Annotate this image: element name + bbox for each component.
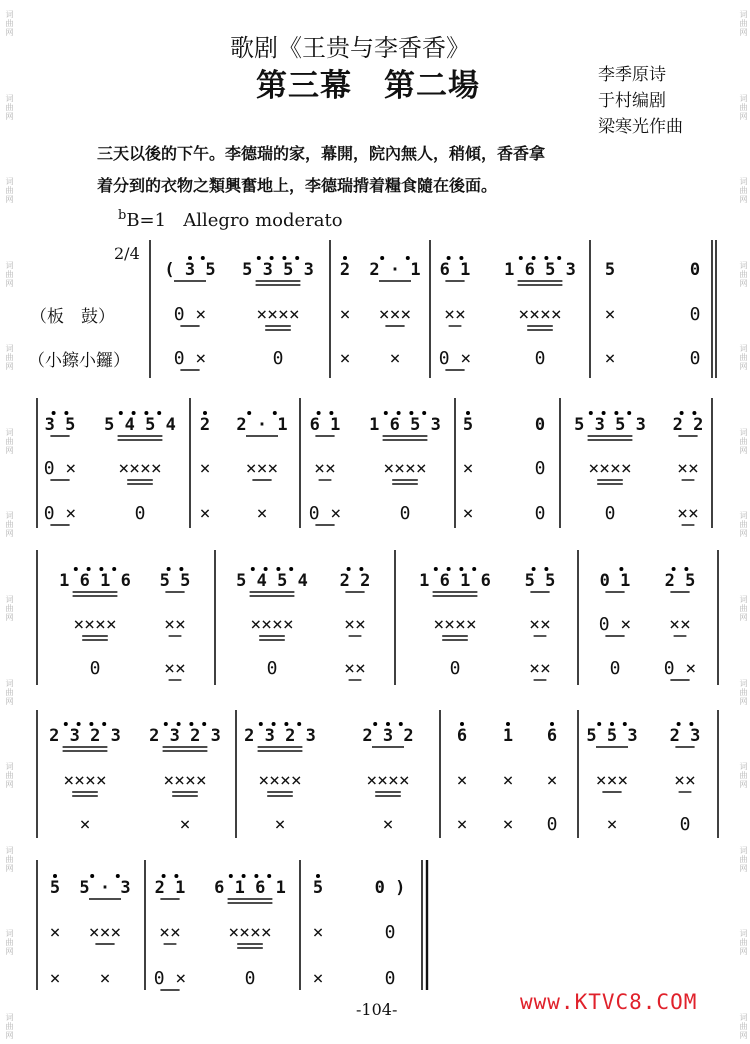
- melody-note-group: 5 · 3: [79, 878, 131, 898]
- melody-note-group: 2 3 2: [362, 726, 414, 746]
- melody-note-group: 0 1: [599, 571, 631, 591]
- octave-dot: [87, 567, 91, 571]
- key-signature: B=1: [126, 210, 167, 231]
- octave-dot: [557, 256, 561, 260]
- side-watermark: 词曲网: [739, 1012, 748, 1040]
- gong-pattern: ×: [312, 968, 324, 989]
- melody-note-group: 2 3 2 3: [244, 726, 316, 746]
- gong-pattern: 0 ×: [173, 348, 207, 369]
- side-watermark: 词曲网: [5, 10, 14, 37]
- drum-pattern: ××××: [383, 458, 427, 479]
- gong-pattern: 0 ×: [308, 503, 342, 524]
- side-watermark: 词曲网: [5, 511, 14, 539]
- side-watermark: 词曲网: [739, 678, 748, 706]
- melody-note-group: 5 5 3: [586, 726, 638, 746]
- drum-pattern: ×: [502, 770, 514, 791]
- drum-pattern: ××××: [118, 458, 162, 479]
- melody-note-group: 2 3: [669, 726, 701, 746]
- melody-note-group: 2 2: [672, 415, 704, 435]
- octave-dot: [284, 722, 288, 726]
- gong-pattern: 0: [689, 348, 701, 369]
- octave-dot: [251, 567, 255, 571]
- act-scene-heading: 第三幕 第二場: [256, 68, 480, 104]
- octave-dot: [254, 874, 258, 878]
- stage-direction-line: 着分到的衣物之類興奮地上，李德瑞揹着糧食隨在後面。: [97, 176, 498, 195]
- drum-pattern: ×: [339, 304, 351, 325]
- drum-pattern: ××: [669, 614, 691, 635]
- drum-pattern: ××: [344, 614, 366, 635]
- octave-dot: [229, 874, 233, 878]
- octave-dot: [466, 411, 470, 415]
- octave-dot: [164, 722, 168, 726]
- drum-pattern: ××××: [73, 614, 117, 635]
- drum-pattern: ××: [529, 614, 551, 635]
- melody-note-group: 1: [502, 726, 514, 746]
- octave-dot: [343, 256, 347, 260]
- gong-pattern: ××: [677, 503, 699, 524]
- side-watermark: 词曲网: [739, 427, 748, 455]
- octave-dot: [397, 411, 401, 415]
- octave-dot: [597, 722, 601, 726]
- drum-pattern: ××: [677, 458, 699, 479]
- octave-dot: [203, 411, 207, 415]
- octave-dot: [119, 411, 123, 415]
- melody-note-group: 2: [339, 260, 351, 280]
- octave-dot: [672, 567, 676, 571]
- gong-pattern: 0 ×: [43, 503, 77, 524]
- octave-dot: [242, 874, 246, 878]
- melody-note-group: 1 6 5 3: [504, 260, 576, 280]
- octave-dot: [684, 567, 688, 571]
- octave-dot: [64, 722, 68, 726]
- octave-dot: [317, 411, 321, 415]
- octave-dot: [276, 567, 280, 571]
- drum-pattern: ××××: [366, 770, 410, 791]
- gong-pattern: ××: [529, 658, 551, 679]
- octave-dot: [90, 874, 94, 878]
- octave-dot: [188, 256, 192, 260]
- octave-dot: [273, 411, 277, 415]
- octave-dot: [544, 567, 548, 571]
- gong-pattern: ×: [456, 814, 468, 835]
- gong-pattern: 0: [679, 814, 691, 835]
- octave-dot: [132, 411, 136, 415]
- melody-note-group: 2 1: [154, 878, 186, 898]
- octave-dot: [589, 411, 593, 415]
- octave-dot: [610, 722, 614, 726]
- octave-dot: [460, 722, 464, 726]
- octave-dot: [689, 722, 693, 726]
- octave-dot: [144, 411, 148, 415]
- key-flat: b: [118, 208, 127, 223]
- melody-note-group: 5 3 5 3: [574, 415, 646, 435]
- octave-dot: [259, 722, 263, 726]
- melody-note-group: 5: [49, 878, 61, 898]
- octave-dot: [202, 722, 206, 726]
- melody-note-group: 5 3 5 3: [242, 260, 314, 280]
- gong-pattern: 0 ×: [663, 658, 697, 679]
- octave-dot: [179, 567, 183, 571]
- side-watermark: 词曲网: [5, 595, 14, 623]
- melody-note-group: 2 3 2 3: [149, 726, 221, 746]
- melody-note-group: 2: [199, 415, 211, 435]
- drum-pattern: ××××: [63, 770, 107, 791]
- octave-dot: [272, 722, 276, 726]
- drum-pattern: ×××: [245, 458, 279, 479]
- melody-note-group: 0: [534, 415, 546, 435]
- octave-dot: [399, 722, 403, 726]
- melody-note-group: 5 4 5 4: [104, 415, 176, 435]
- octave-dot: [295, 256, 299, 260]
- side-watermark: 词曲网: [739, 511, 748, 539]
- side-watermark: 词曲网: [5, 762, 14, 790]
- side-watermark: 词曲网: [5, 427, 14, 455]
- octave-dot: [434, 567, 438, 571]
- side-watermark: 词曲网: [739, 260, 748, 288]
- drum-pattern: ×: [604, 304, 616, 325]
- octave-dot: [347, 567, 351, 571]
- side-watermark: 词曲网: [5, 929, 14, 957]
- drum-row-label: （板 鼓）: [30, 307, 115, 327]
- tempo-text: Allegro moderato: [183, 210, 343, 231]
- gong-pattern: 0: [604, 503, 616, 524]
- drum-pattern: ××××: [163, 770, 207, 791]
- side-watermark: 词曲网: [739, 595, 748, 623]
- drum-pattern: 0: [689, 304, 701, 325]
- side-watermark: 词曲网: [5, 344, 14, 372]
- melody-note-group: 5 5: [524, 571, 556, 591]
- side-watermark: 词曲网: [739, 344, 748, 372]
- side-watermark: 词曲网: [5, 177, 14, 205]
- octave-dot: [519, 256, 523, 260]
- octave-dot: [77, 722, 81, 726]
- octave-dot: [64, 411, 68, 415]
- gong-pattern: ××: [164, 658, 186, 679]
- octave-dot: [472, 567, 476, 571]
- melody-note-group: 2 · 1: [369, 260, 421, 280]
- octave-dot: [167, 567, 171, 571]
- gong-pattern: ×: [256, 503, 268, 524]
- drum-pattern: ×: [199, 458, 211, 479]
- octave-dot: [680, 411, 684, 415]
- gong-pattern: 0: [134, 503, 146, 524]
- drum-pattern: ××××: [258, 770, 302, 791]
- melody-note-group: 6: [456, 726, 468, 746]
- gong-pattern: 0: [546, 814, 558, 835]
- octave-dot: [409, 411, 413, 415]
- melody-note-group: 3 5: [44, 415, 76, 435]
- gong-pattern: ×: [79, 814, 91, 835]
- melody-note-group: 5: [312, 878, 324, 898]
- time-signature: 2/4: [114, 244, 140, 263]
- octave-dot: [506, 722, 510, 726]
- gong-pattern: ×: [389, 348, 401, 369]
- octave-dot: [329, 411, 333, 415]
- gong-pattern: 0: [399, 503, 411, 524]
- octave-dot: [692, 411, 696, 415]
- drum-pattern: 0 ×: [173, 304, 207, 325]
- drum-pattern: ×××: [378, 304, 412, 325]
- side-watermark: 词曲网: [5, 678, 14, 706]
- melody-note-group: 2 5: [664, 571, 696, 591]
- octave-dot: [189, 722, 193, 726]
- octave-dot: [447, 256, 451, 260]
- gong-pattern: ×: [49, 968, 61, 989]
- octave-dot: [116, 874, 120, 878]
- melody-note-group: 6 1: [439, 260, 471, 280]
- octave-dot: [162, 874, 166, 878]
- drum-pattern: ×××: [88, 922, 122, 943]
- octave-dot: [373, 722, 377, 726]
- side-watermark: 词曲网: [739, 845, 748, 873]
- melody-note-group: 2 · 1: [236, 415, 288, 435]
- gong-pattern: 0: [89, 658, 101, 679]
- drum-pattern: ××: [314, 458, 336, 479]
- melody-note-group: 5: [604, 260, 616, 280]
- octave-dot: [459, 567, 463, 571]
- octave-dot: [532, 256, 536, 260]
- side-watermark: 词曲网: [739, 10, 748, 37]
- octave-dot: [201, 256, 205, 260]
- drum-pattern: 0 ×: [43, 458, 77, 479]
- gong-pattern: ×: [339, 348, 351, 369]
- octave-dot: [422, 411, 426, 415]
- drum-pattern: ××××: [228, 922, 272, 943]
- gong-pattern: ×: [199, 503, 211, 524]
- page-number: -104-: [356, 1000, 398, 1019]
- drum-pattern: ×: [462, 458, 474, 479]
- melody-note-group: 1 6 1 6: [59, 571, 131, 591]
- octave-dot: [53, 874, 57, 878]
- side-watermark: 词曲网: [5, 845, 14, 873]
- octave-dot: [267, 874, 271, 878]
- octave-dot: [112, 567, 116, 571]
- octave-dot: [459, 256, 463, 260]
- stage-direction-line: 三天以後的下午。李德瑞的家，幕開，院內無人，稍傾，香香拿: [97, 144, 546, 163]
- gong-pattern: ×: [502, 814, 514, 835]
- octave-dot: [52, 411, 56, 415]
- octave-dot: [177, 722, 181, 726]
- melody-note-group: 5 4 5 4: [236, 571, 308, 591]
- melody-note-group: 1 6 5 3: [369, 415, 441, 435]
- drum-pattern: ××: [159, 922, 181, 943]
- gong-pattern: ×: [99, 968, 111, 989]
- drum-pattern: ××: [674, 770, 696, 791]
- octave-dot: [614, 411, 618, 415]
- octave-dot: [102, 722, 106, 726]
- octave-dot: [532, 567, 536, 571]
- melody-note-group: 0: [689, 260, 701, 280]
- octave-dot: [619, 567, 623, 571]
- octave-dot: [602, 411, 606, 415]
- octave-dot: [623, 722, 627, 726]
- octave-dot: [550, 722, 554, 726]
- octave-dot: [384, 411, 388, 415]
- gong-pattern: ×: [606, 814, 618, 835]
- drum-pattern: ××××: [256, 304, 300, 325]
- side-watermark: 词曲网: [739, 762, 748, 790]
- gong-pattern: 0: [244, 968, 256, 989]
- drum-pattern: ×: [456, 770, 468, 791]
- octave-dot: [677, 722, 681, 726]
- gong-pattern: 0: [534, 503, 546, 524]
- octave-dot: [627, 411, 631, 415]
- gong-pattern: 0: [609, 658, 621, 679]
- gong-pattern: 0 ×: [153, 968, 187, 989]
- drum-pattern: ×××: [595, 770, 629, 791]
- side-watermark: 词曲网: [5, 260, 14, 288]
- drum-pattern: 0: [534, 458, 546, 479]
- side-watermark: 词曲网: [739, 93, 748, 121]
- credit-composer: 梁寒光作曲: [598, 117, 683, 137]
- drum-pattern: ××××: [250, 614, 294, 635]
- octave-dot: [359, 567, 363, 571]
- side-watermark: 词曲网: [739, 177, 748, 205]
- gong-pattern: 0: [534, 348, 546, 369]
- gong-pattern: 0: [384, 968, 396, 989]
- opera-title: 歌剧《王贵与李香香》: [230, 34, 470, 62]
- octave-dot: [316, 874, 320, 878]
- octave-dot: [380, 256, 384, 260]
- melody-note-group: 0 ): [374, 878, 406, 898]
- octave-dot: [74, 567, 78, 571]
- gong-pattern: ×: [179, 814, 191, 835]
- gong-pattern: 0 ×: [438, 348, 472, 369]
- drum-pattern: ××××: [588, 458, 632, 479]
- gong-pattern: ×: [382, 814, 394, 835]
- drum-pattern: ××: [444, 304, 466, 325]
- drum-pattern: 0 ×: [598, 614, 632, 635]
- drum-pattern: ××××: [433, 614, 477, 635]
- melody-note-group: 6 1 6 1: [214, 878, 286, 898]
- gong-pattern: 0: [272, 348, 284, 369]
- octave-dot: [157, 411, 161, 415]
- melody-note-group: 1 6 1 6: [419, 571, 491, 591]
- gong-pattern: ×: [604, 348, 616, 369]
- site-logo: www.KTVC8.COM: [520, 990, 698, 1014]
- drum-pattern: ×: [546, 770, 558, 791]
- octave-dot: [297, 722, 301, 726]
- octave-dot: [270, 256, 274, 260]
- melody-note-group: 5: [462, 415, 474, 435]
- gong-pattern: 0: [266, 658, 278, 679]
- drum-pattern: ××××: [518, 304, 562, 325]
- octave-dot: [386, 722, 390, 726]
- side-watermark: 词曲网: [739, 929, 748, 957]
- gong-pattern: ×: [274, 814, 286, 835]
- gong-pattern: ××: [344, 658, 366, 679]
- octave-dot: [289, 567, 293, 571]
- octave-dot: [447, 567, 451, 571]
- melody-note-group: ( 3 5: [164, 260, 216, 280]
- octave-dot: [282, 256, 286, 260]
- gong-row-label: （小鑔小鑼）: [28, 351, 130, 371]
- melody-note-group: 2 2: [339, 571, 371, 591]
- octave-dot: [247, 411, 251, 415]
- octave-dot: [89, 722, 93, 726]
- gong-pattern: 0: [449, 658, 461, 679]
- octave-dot: [264, 567, 268, 571]
- melody-note-group: 6 1: [309, 415, 341, 435]
- melody-note-group: 5 5: [159, 571, 191, 591]
- credit-libretto: 于村编剧: [598, 91, 666, 111]
- drum-pattern: 0: [384, 922, 396, 943]
- side-watermark: 词曲网: [5, 1012, 14, 1040]
- octave-dot: [406, 256, 410, 260]
- octave-dot: [99, 567, 103, 571]
- melody-note-group: 6: [546, 726, 558, 746]
- octave-dot: [544, 256, 548, 260]
- octave-dot: [174, 874, 178, 878]
- gong-pattern: ×: [462, 503, 474, 524]
- octave-dot: [257, 256, 261, 260]
- drum-pattern: ××: [164, 614, 186, 635]
- melody-note-group: 2 3 2 3: [49, 726, 121, 746]
- drum-pattern: ×: [49, 922, 61, 943]
- credit-poem: 李季原诗: [598, 65, 666, 85]
- side-watermark: 词曲网: [5, 93, 14, 121]
- drum-pattern: ×: [312, 922, 324, 943]
